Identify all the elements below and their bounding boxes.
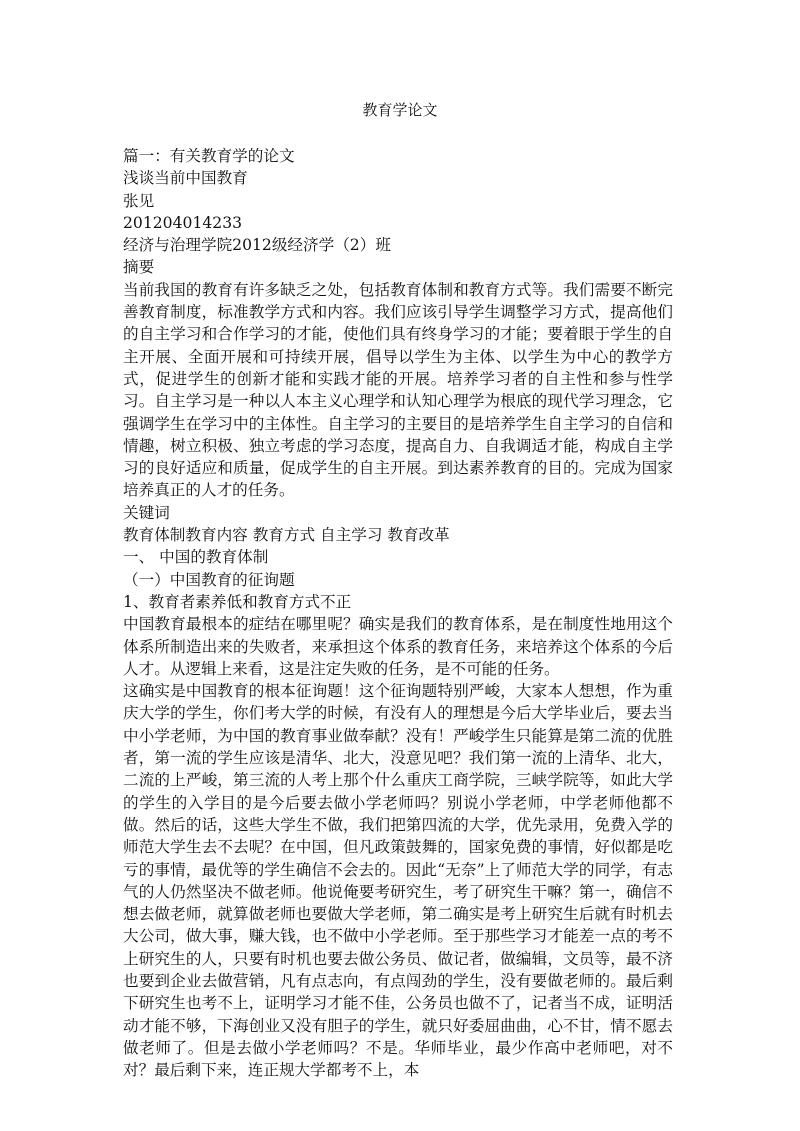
document-body <box>123 145 673 1081</box>
keywords-label: 关键词 <box>123 503 170 522</box>
essay-subtitle: 浅谈当前中国教育 <box>123 169 248 188</box>
section-heading: 一、 中国的教育体制 <box>123 548 269 567</box>
author-name: 张见 <box>123 191 155 210</box>
body-paragraph: 这确实是中国教育的根本征询题！这个征询题特别严峻，大家本人想想，作为重庆大学的学生，你们考大学的时候，有没有人的理想是今后大学毕业后，要去当中小学老师，为中国的教育事业做奉献？没有！严峻学生只能算是第二流的优胜者，第一流的学生应该是清华、北大，没意见吧？我们第一流的上清华、北大，二流的上严峻，第三流的人考上那个什么重庆工商学院，三峡学院等，如此大学的学生的入学目的是今后要去做小学老师吗？别说小学老师，中学老师他都不做。然后的话，这些大学生不做，我们把第四流的大学，优先录用，免费入学的师范大学生去不去呢？在中国，但凡政策鼓舞的，国家免费的事情，好似都是吃亏的事情，最优等的学生确信不会去的。因此“无奈”上了师范大学的同学，有志气的人仍然坚决不做老师。他说俺要考研究生，考了研究生干嘛？第一，确信不想去做老师，就算做老师也要做大学老师，第二确实是考上研究生后就有时机去大公司，做大事，赚大钱，也不做中小学老师。至于那些学习才能差一点的考不上研究生的人，只要有时机也要去做公务员、做记者，做编辑，文员等，最不济也要到企业去做营销，凡有点志向，有点闯劲的学生，没有要做老师的。最后剩下研究生也考不上，证明学习才能不佳，公务员也做不了，记者当不成，证明活动才能不够，下海创业又没有胆子的学生，就只好委屈曲曲，心不甘，情不愿去做老师了。但是去做小学老师吗？不是。华师毕业，最少作高中老师吧，对不对？最后剩下来，连正规大学都考不上，本 <box>123 682 673 1080</box>
body-paragraph: 中国教育最根本的症结在哪里呢？确实是我们的教育体系，是在制度性地用这个体系所制造出来的失败者，来承担这个体系的教育任务，来培养这个体系的今后人才。从逻辑上来看，这是注定失败的任务，是不可能的任务。 <box>123 615 673 678</box>
keywords-list: 教育体制教育内容 教育方式 自主学习 教育改革 <box>123 526 450 545</box>
essay-heading: 篇一：有关教育学的论文 <box>123 147 295 165</box>
document-title: 教育学论文 <box>362 101 438 119</box>
class-info: 经济与治理学院2012级经济学（2）班 <box>123 236 391 255</box>
abstract-label: 摘要 <box>123 258 155 277</box>
abstract-paragraph: 当前我国的教育有许多缺乏之处，包括教育体制和教育方式等。我们需要不断完善教育制度，标准教学方式和内容。我们应该引导学生调整学习方式，提高他们的自主学习和合作学习的才能，使他们具有终身学习的才能；要着眼于学生的自主开展、全面开展和可持续开展，倡导以学生为主体、以学生为中心的教学方式，促进学生的创新才能和实践才能的开展。培养学习者的自主性和参与性学习。自主学习是一种以人本主义心理学和认知心理学为根底的现代学习理念，它强调学生在学习中的主体性。自主学习的主要目的是培养学生自主学习的自信和情趣，树立积极、独立考虑的学习态度，提高自力、自我调适才能，构成自主学习的良好适应和质量，促成学生的自主开展。到达素养教育的目的。完成为国家培养真正的人才的任务。 <box>123 280 673 500</box>
subsection-heading: （一）中国教育的征询题 <box>123 570 295 589</box>
student-id: 201204014233 <box>123 213 243 232</box>
point-heading: 1、教育者素养低和教育方式不正 <box>123 592 352 611</box>
